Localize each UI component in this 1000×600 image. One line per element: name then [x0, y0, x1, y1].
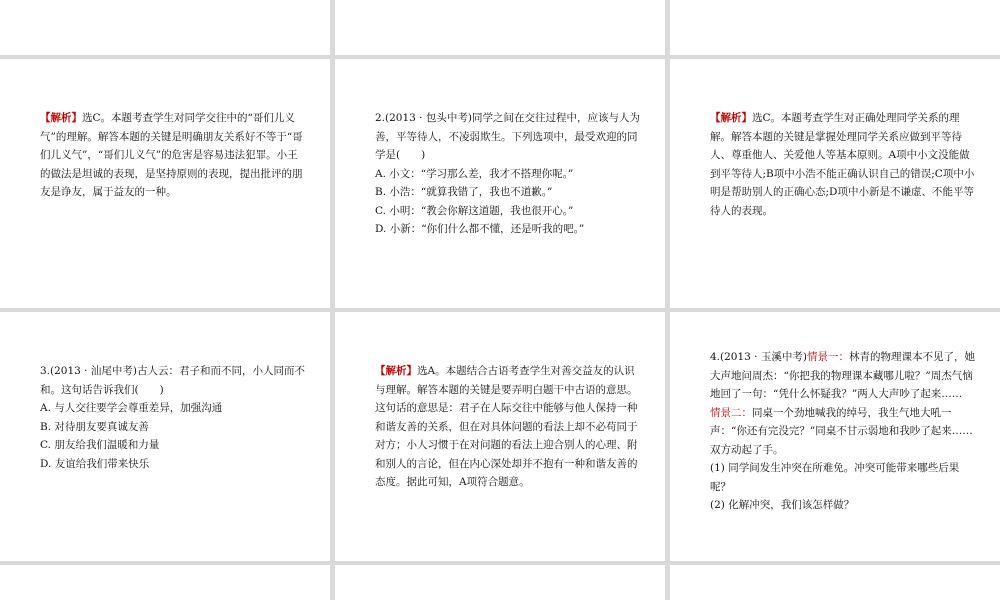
scene-two-text: 同桌一个劲地喊我的绰号，我生气地大吼一声：“你还有完没完？”同桌不甘示弱地和我吵了起来……双方动起了手。: [710, 406, 973, 456]
analysis-text: 选C。本题考查学生对同学交往中的“哥们儿义气”的理解。解答本题的关键是明确朋友关系好不等于“哥们儿义气”，“哥们儿义气”的危害是容易违法犯罪。小王的做法是坦诚的表现，是坚持原则的表现，提出批评的朋友是诤友，属于益友的一种。: [40, 112, 303, 198]
option-b: B. 对待朋友要真诚友善: [40, 420, 149, 433]
sub-question-1: (1) 同学间发生冲突在所难免。冲突可能带来哪些后果呢？: [710, 462, 960, 493]
scene-two-paragraph: [710, 404, 976, 460]
option-b: B. 小浩：“就算我错了，我也不道歉。”: [375, 186, 553, 198]
option-a: A. 小文：“学习那么差，我才不搭理你呢。”: [375, 167, 574, 180]
analysis-paragraph: [710, 109, 976, 220]
slide-5: [335, 59, 665, 308]
slide-6: [670, 59, 1000, 308]
option-c: C. 小明：“教会你解这道题，我也很开心。”: [375, 204, 574, 217]
question-prefix: 4.(2013 · 玉溪中考): [710, 351, 807, 363]
analysis-tag: 【解析】: [710, 112, 752, 124]
slide-8: [335, 312, 665, 561]
option-c: C. 朋友给我们温暖和力量: [40, 439, 160, 451]
analysis-tag: 【解析】: [375, 365, 417, 377]
option-d: D. 友谊给我们带来快乐: [40, 457, 150, 470]
scene-one-text: 林青的物理课本不见了，她大声地问周杰：“你把我的物理课本藏哪儿啦？”周杰气恼地回了一句：“凭什么怀疑我？”两人大声吵了起来……: [710, 351, 975, 400]
sub-question-2: (2) 化解冲突，我们该怎样做？: [710, 499, 855, 511]
scene-two-tag: 情景二：: [710, 406, 752, 419]
slide-7: [0, 312, 330, 561]
option-a: A. 与人交往要学会尊重差异，加强沟通: [40, 402, 223, 414]
scene-one-tag: 情景一：: [806, 351, 849, 363]
slide-9: [670, 312, 1000, 561]
question-text: 2.(2013 · 包头中考)同学之间在交往过程中，应该与人为善，平等待人，不凌弱欺生。下列选项中，最受欢迎的同学是( ): [375, 112, 640, 161]
slide-4: [0, 59, 330, 308]
slide-11: [335, 565, 665, 600]
analysis-paragraph: [40, 109, 306, 202]
question-text: 3.(2013 · 汕尾中考)古人云：君子和而不同，小人同而不和。这句话告诉我们( ): [40, 365, 305, 396]
scene-one-paragraph: [710, 348, 976, 404]
analysis-text: 选C。本题考查学生对正确处理同学关系的理解。解答本题的关键是掌握处理同学关系应做到平等待人、尊重他人、关爱他人等基本原则。A项中小文没能做到平等待人;B项中小浩不能正确认识自己的错误;C项中小明是帮助别人的正确心态;D项中小新是不谦虚、不能平等待人的表现。: [710, 112, 975, 217]
analysis-paragraph: [375, 362, 641, 492]
slide-1: [0, 0, 330, 55]
slide-2: [335, 0, 665, 55]
slide-12: [670, 565, 1000, 600]
analysis-tag: 【解析】: [40, 112, 82, 124]
option-d: D. 小新：“你们什么都不懂，还是听我的吧。”: [375, 223, 585, 235]
slide-10: [0, 565, 330, 600]
analysis-text: 选A。本题结合古语考查学生对善交益友的认识与理解。解答本题的关键是要弄明白题干中古语的意思。这句话的意思是：君子在人际交往中能够与他人保持一种和谐友善的关系，但在对具体问题的看法上却不必苟同于对方；小人习惯于在对问题的看法上迎合别人的心理、附和别人的言论，但在内心深处却并不抱有一种和谐友善的态度。据此可知，A项符合题意。: [375, 365, 638, 488]
slide-3: [670, 0, 1000, 55]
